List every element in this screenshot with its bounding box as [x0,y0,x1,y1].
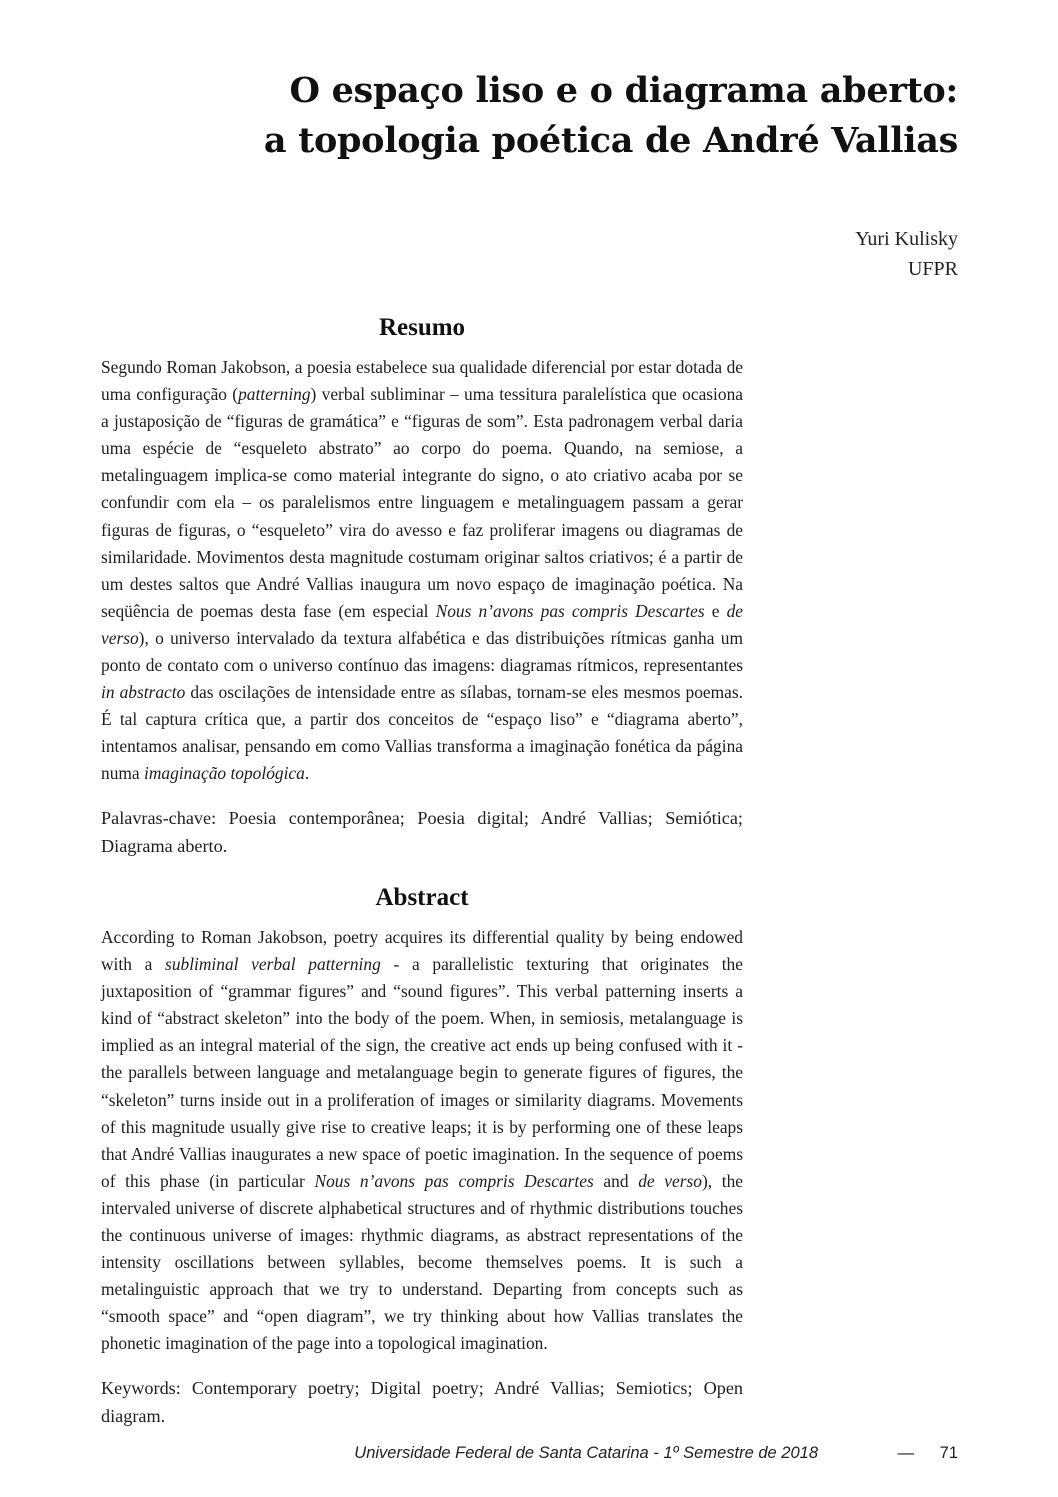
resumo-text-5: das oscilações de intensidade entre as sílabas, tornam-se eles mesmos poemas. É tal captura crítica que, a partir dos conceitos de “espaço liso” e “diagrama aberto”, intentamos analisar, pensando em como Vallias transforma a imaginação fonética da página numa [101,682,743,784]
abstract-text-1: According to Roman Jakobson, poetry acquires its differential quality by being endowed with a [101,927,743,975]
resumo-text-2: ) verbal subliminar – uma tessitura paralelística que ocasiona a justaposição de “figuras de gramática” e “figuras de som”. Esta padronagem verbal daria uma espécie de “esqueleto abstrato” ao corpo do poema. Quando, na semiose, a metalinguagem implica-se como material integrante do signo, o ato criativo acaba por se confundir com ela – os paralelismos entre linguagem e metalinguagem passam a gerar figuras de figuras, o “esqueleto” vira do avesso e faz proliferar imagens ou diagramas de similaridade. Movimentos desta magnitude costumam originar saltos criativos; é a partir de um destes saltos que André Vallias inaugura um novo espaço de imaginação poética. Na seqüência de poemas desta fase (em especial [101,384,743,621]
abstract-keywords: Keywords: Contemporary poetry; Digital poetry; André Vallias; Semiotics; Open diagram. [101,1378,743,1426]
resumo-italic-patterning: patterning [238,384,311,405]
author-affiliation: UFPR [907,258,958,280]
abstract-italic-deverso: de verso [638,1170,702,1191]
resumo-italic-topologica: imaginação topológica [143,763,305,784]
title-line-1: O espaço liso e o diagrama aberto: [289,70,958,111]
abstract-text-2: - a parallelistic texturing that originates the juxtaposition of “grammar figures” and “sound figures”. This verbal patterning inserts a kind of “abstract skeleton” into the body of the poem. When, in semiosis, metalanguage is implied as an integral material of the sign, the creative act ends up being confused with it - the parallels between language and metalanguage begin to generate figures of figures, the “skeleton” turns inside out in a proliferation of images or similarity diagrams. Movements of this magnitude usually give rise to creative leaps; it is by performing one of these leaps that André Vallias inaugurates a new space of poetic imagination. In the sequence of poems of this phase (in particular [101,954,743,1191]
footer-dash: — [897,1444,914,1462]
abstract-text-4: ), the intervaled universe of discrete alphabetical structures and of rhythmic distributions touches the continuous universe of images: rhythmic diagrams, as abstract representations of the intensity oscillations between syllables, become themselves poems. It is such a metalinguistic approach that we try to understand. Departing from concepts such as “smooth space” and “open diagram”, we try thinking about how Vallias translates the phonetic imagination of the page into a topological imagination. [101,1170,744,1354]
page-number: 71 [939,1444,958,1462]
title-line-2: a topologia poética de André Vallias [263,120,958,161]
author-block [855,224,958,284]
resumo-paragraph [101,354,743,788]
page-footer [300,1444,958,1468]
abstract-keywords-block [101,1374,743,1430]
footer-journal: Universidade Federal de Santa Catarina - 1º Semestre de 2018 [354,1444,818,1462]
resumo-italic-deverso: de verso [101,600,743,648]
resumo-text-3: e [704,600,727,621]
abstract-text-3: and [593,1170,639,1191]
abstract-italic-patterning: subliminal verbal patterning [165,954,381,975]
abstract-paragraph [101,924,743,1358]
author-name: Yuri Kulisky [855,228,958,250]
resumo-text-6: . [304,763,310,784]
resumo-keywords-block [101,804,743,860]
resumo-body [101,354,743,788]
abstract-italic-nous: Nous n’avons pas compris Descartes [314,1170,594,1191]
article-title [78,66,958,166]
resumo-italic-nous: Nous n’avons pas compris Descartes [435,600,705,621]
resumo-text-1: Segundo Roman Jakobson, a poesia estabelece sua qualidade diferencial por estar dotada de uma configuração ( [101,357,743,405]
resumo-keywords: Palavras-chave: Poesia contemporânea; Poesia digital; André Vallias; Semiótica; Diagrama aberto. [101,808,743,856]
abstract-heading: Abstract [375,884,469,911]
resumo-text-4: ), o universo intervalado da textura alfabética e das distribuições rítmicas ganha um ponto de contato com o universo contínuo das imagens: diagramas rítmicos, representantes [101,627,743,676]
abstract-body [101,924,743,1358]
resumo-heading: Resumo [378,314,466,341]
resumo-italic-inabstracto: in abstracto [101,682,186,703]
